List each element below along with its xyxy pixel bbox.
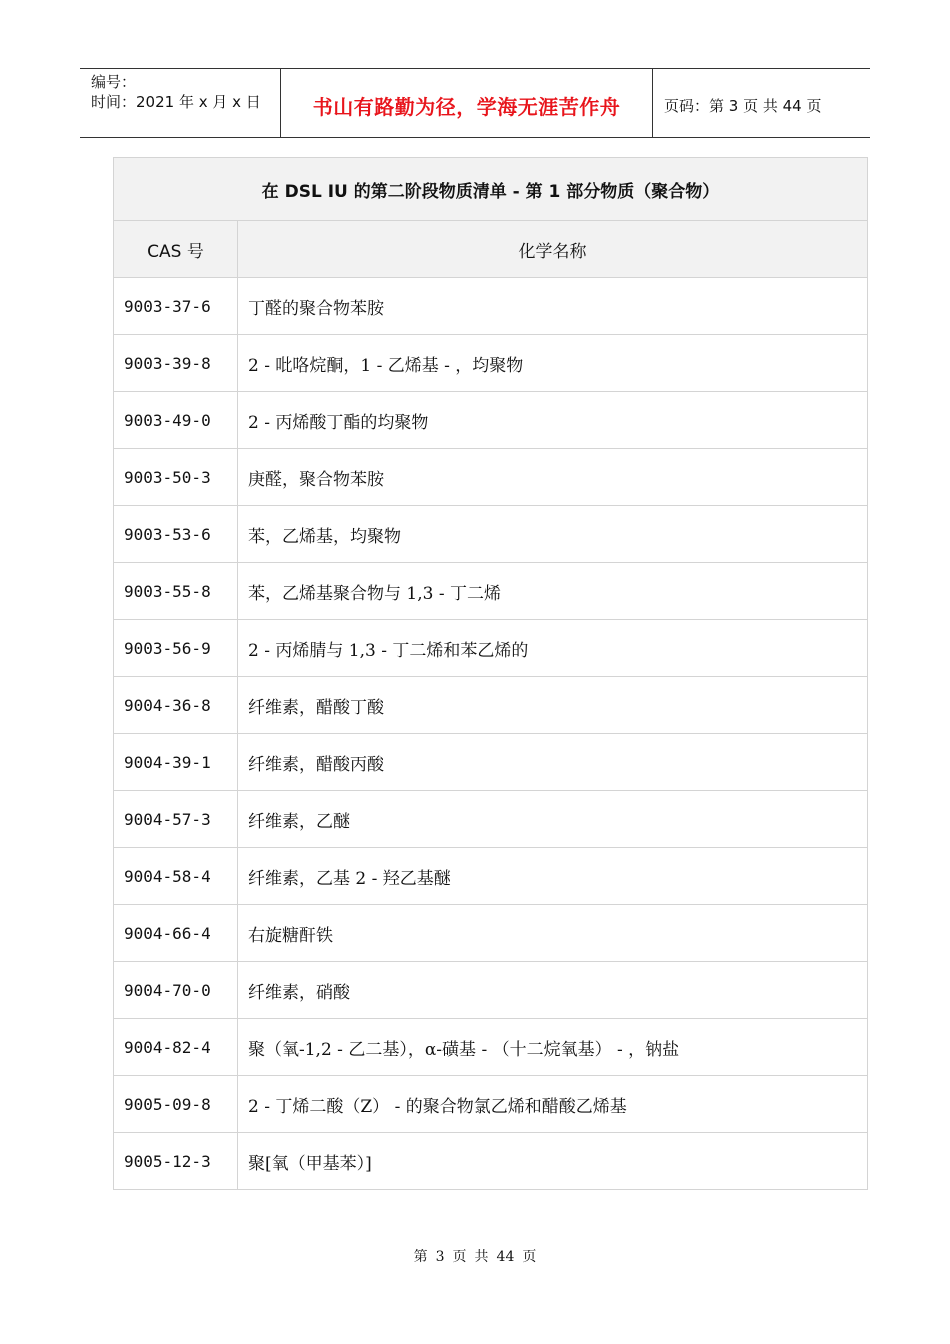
chemical-name-cell: 聚[氧（甲基苯）] bbox=[238, 1133, 868, 1190]
code-label: 编号： bbox=[91, 73, 137, 91]
cas-number-cell: 9003-56-9 bbox=[114, 620, 238, 677]
table-title-row bbox=[114, 158, 868, 221]
chemical-name-cell: 苯，乙烯基聚合物与 1,3 - 丁二烯 bbox=[238, 563, 868, 620]
header-page-info: 页码：第 3 页 共 44 页 bbox=[664, 96, 822, 115]
cas-number-cell: 9003-50-3 bbox=[114, 449, 238, 506]
chemical-name-cell: 聚（氧-1,2 - 乙二基），α-磺基 - （十二烷氧基） - ，钠盐 bbox=[238, 1019, 868, 1076]
chemical-name-cell: 2 - 吡咯烷酮，1 - 乙烯基 - ，均聚物 bbox=[238, 335, 868, 392]
table-row bbox=[114, 1133, 868, 1190]
chemical-name-cell: 纤维素，硝酸 bbox=[238, 962, 868, 1019]
table-row bbox=[114, 734, 868, 791]
table-row bbox=[114, 563, 868, 620]
cas-number-cell: 9004-39-1 bbox=[114, 734, 238, 791]
table-row bbox=[114, 905, 868, 962]
chemical-name-cell: 纤维素，乙基 2 - 羟乙基醚 bbox=[238, 848, 868, 905]
table-row bbox=[114, 962, 868, 1019]
table-row bbox=[114, 449, 868, 506]
table-row bbox=[114, 506, 868, 563]
table-row bbox=[114, 1076, 868, 1133]
chemical-name-cell: 纤维素，乙醚 bbox=[238, 791, 868, 848]
substance-table bbox=[113, 157, 868, 1190]
footer-page-current: 3 bbox=[435, 1249, 445, 1265]
column-header-name: 化学名称 bbox=[238, 221, 868, 278]
cas-number-cell: 9004-66-4 bbox=[114, 905, 238, 962]
document-header bbox=[80, 68, 870, 138]
chemical-name-cell: 苯，乙烯基，均聚物 bbox=[238, 506, 868, 563]
chemical-name-cell: 2 - 丙烯腈与 1,3 - 丁二烯和苯乙烯的 bbox=[238, 620, 868, 677]
cas-number-cell: 9005-12-3 bbox=[114, 1133, 238, 1190]
table-row bbox=[114, 791, 868, 848]
table-header-row bbox=[114, 221, 868, 278]
header-meta bbox=[80, 69, 281, 137]
cas-number-cell: 9004-57-3 bbox=[114, 791, 238, 848]
chemical-name-cell: 丁醛的聚合物苯胺 bbox=[238, 278, 868, 335]
cas-number-cell: 9003-39-8 bbox=[114, 335, 238, 392]
chemical-name-cell: 2 - 丁烯二酸（Z） - 的聚合物氯乙烯和醋酸乙烯基 bbox=[238, 1076, 868, 1133]
page-footer bbox=[0, 1246, 950, 1266]
cas-number-cell: 9004-58-4 bbox=[114, 848, 238, 905]
table-row bbox=[114, 620, 868, 677]
table-row bbox=[114, 278, 868, 335]
cas-number-cell: 9003-55-8 bbox=[114, 563, 238, 620]
table-row bbox=[114, 677, 868, 734]
footer-page-unit: 页 bbox=[452, 1249, 467, 1265]
table-title: 在 DSL IU 的第二阶段物质清单 - 第 1 部分物质（聚合物） bbox=[114, 158, 868, 221]
cas-number-cell: 9005-09-8 bbox=[114, 1076, 238, 1133]
footer-total-label: 共 bbox=[474, 1249, 489, 1265]
table-row bbox=[114, 848, 868, 905]
chemical-name-cell: 纤维素，醋酸丁酸 bbox=[238, 677, 868, 734]
table-row bbox=[114, 335, 868, 392]
chemical-name-cell: 2 - 丙烯酸丁酯的均聚物 bbox=[238, 392, 868, 449]
table-row bbox=[114, 1019, 868, 1076]
cas-number-cell: 9004-36-8 bbox=[114, 677, 238, 734]
table-row bbox=[114, 392, 868, 449]
cas-number-cell: 9003-37-6 bbox=[114, 278, 238, 335]
footer-total-unit: 页 bbox=[522, 1249, 537, 1265]
chemical-name-cell: 右旋糖酐铁 bbox=[238, 905, 868, 962]
chemical-name-cell: 庚醛，聚合物苯胺 bbox=[238, 449, 868, 506]
header-motto: 书山有路勤为径，学海无涯苦作舟 bbox=[281, 69, 653, 137]
cas-number-cell: 9003-53-6 bbox=[114, 506, 238, 563]
cas-number-cell: 9004-70-0 bbox=[114, 962, 238, 1019]
cas-number-cell: 9004-82-4 bbox=[114, 1019, 238, 1076]
chemical-name-cell: 纤维素，醋酸丙酸 bbox=[238, 734, 868, 791]
time-label: 时间：2021 年 x 月 x 日 bbox=[91, 93, 261, 111]
table-body bbox=[114, 278, 868, 1190]
footer-page-total: 44 bbox=[496, 1249, 515, 1265]
footer-page-label: 第 bbox=[413, 1249, 428, 1265]
column-header-cas: CAS 号 bbox=[114, 221, 238, 278]
cas-number-cell: 9003-49-0 bbox=[114, 392, 238, 449]
